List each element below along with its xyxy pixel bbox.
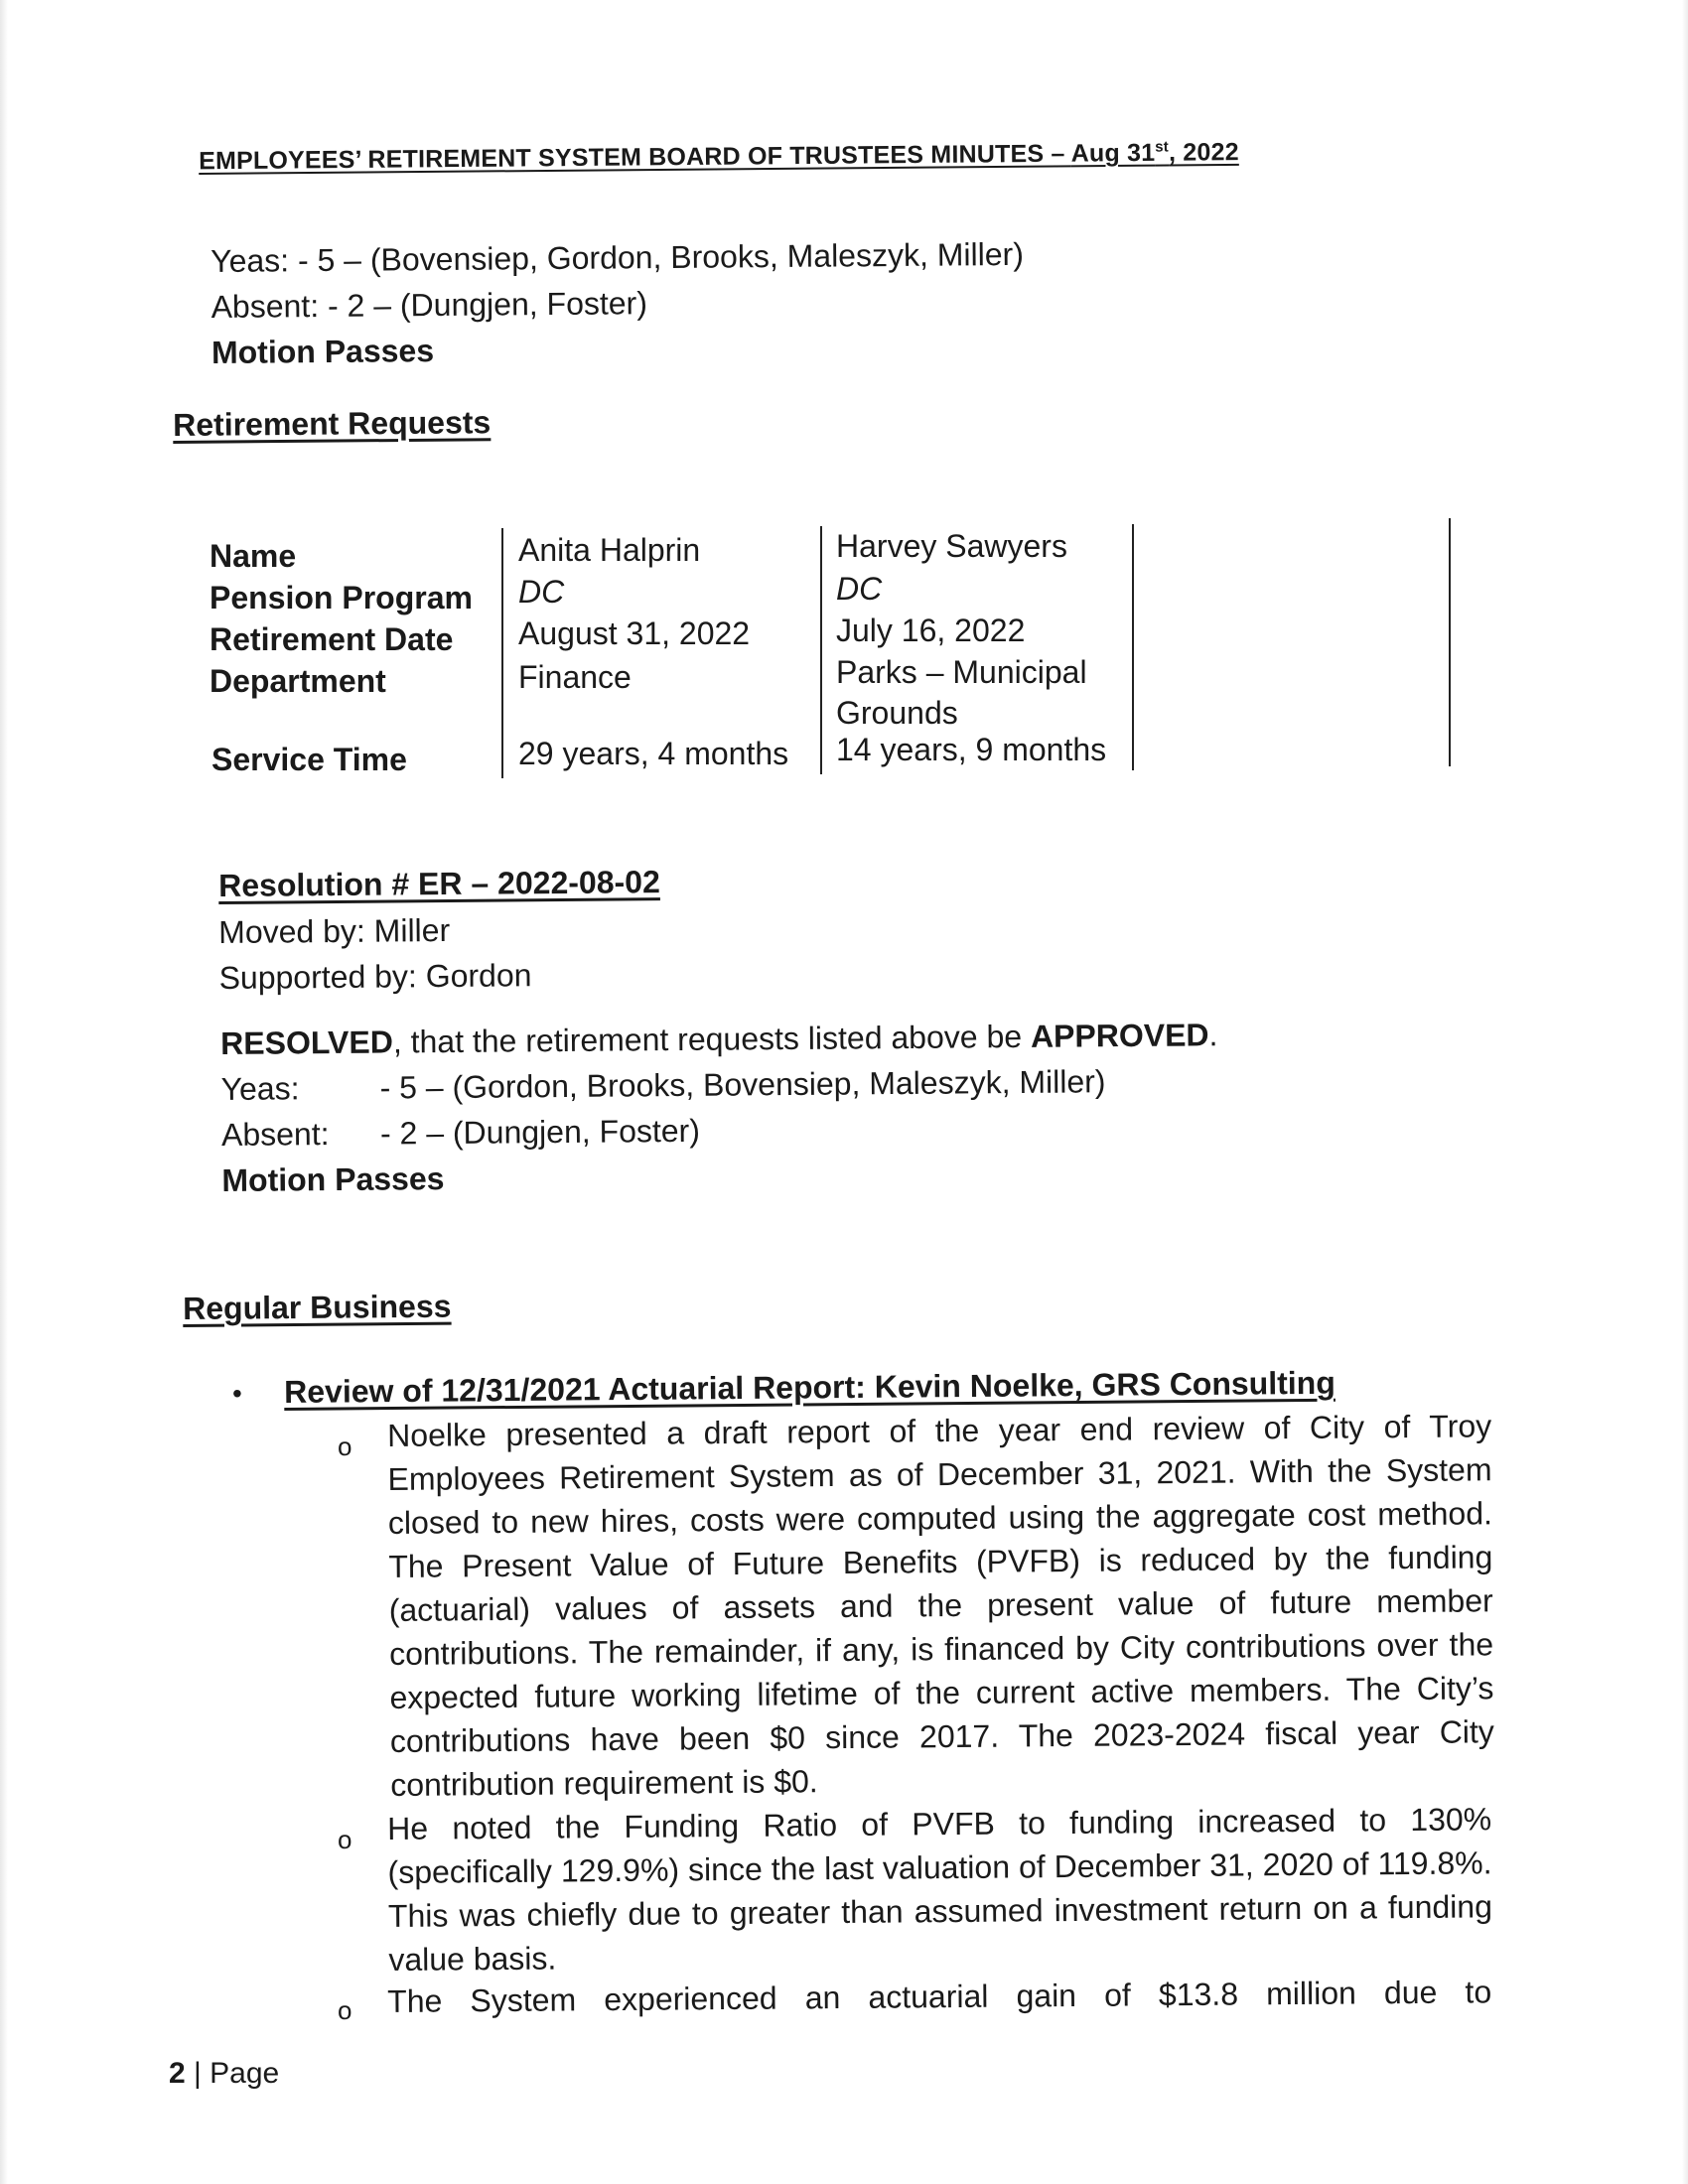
resolution-moved-by: Moved by: Miller xyxy=(218,911,451,950)
resolution-yeas-value: - 5 – (Gordon, Brooks, Bovensiep, Maleszyk, Miller) xyxy=(379,1063,1106,1106)
vote1-yeas: Yeas: - 5 – (Bovensiep, Gordon, Brooks, Maleszyk, Miller) xyxy=(211,235,1025,279)
retiree-1-department: Finance xyxy=(518,659,632,695)
resolution-result: Motion Passes xyxy=(221,1160,445,1198)
actuarial-point-3: The System experienced an actuarial gain of $13.8 million due to xyxy=(387,1974,1492,2019)
page-label: Page xyxy=(210,2057,280,2090)
sub-marker-2: o xyxy=(338,1825,352,1854)
retiree-2-department-line2: Grounds xyxy=(836,695,958,731)
retiree-1-name: Anita Halprin xyxy=(518,532,701,568)
label-pension-program: Pension Program xyxy=(210,580,473,615)
label-department: Department xyxy=(210,663,386,699)
label-retirement-date: Retirement Date xyxy=(210,621,454,657)
page-separator: | xyxy=(185,2057,211,2090)
table-rule-2 xyxy=(820,526,822,774)
resolution-absent-value: - 2 – (Dungjen, Foster) xyxy=(379,1112,701,1152)
sub-marker-1: o xyxy=(338,1432,352,1461)
resolution-yeas xyxy=(220,1057,1218,1112)
header-date-prefix: Aug 31 xyxy=(1070,138,1156,168)
approved-word: APPROVED xyxy=(1030,1017,1209,1054)
resolved-word: RESOLVED xyxy=(220,1024,394,1061)
retiree-1-retirement-date: August 31, 2022 xyxy=(518,615,751,651)
retiree-2-retirement-date: July 16, 2022 xyxy=(836,613,1026,648)
resolved-period: . xyxy=(1208,1017,1218,1053)
header-date-sup: st xyxy=(1155,138,1170,156)
actuarial-report-title: Review of 12/31/2021 Actuarial Report: Kevin Noelke, GRS Consulting xyxy=(284,1364,1336,1410)
sub-marker-3: o xyxy=(338,1995,352,2025)
table-rule-4 xyxy=(1449,518,1451,766)
header-date-suffix: , 2022 xyxy=(1168,138,1239,167)
page-number: 2 xyxy=(169,2057,186,2090)
vote1-absent: Absent: - 2 – (Dungjen, Foster) xyxy=(211,285,648,325)
resolution-body xyxy=(220,1012,1219,1203)
bullet-marker: • xyxy=(232,1378,242,1409)
resolution-supported-by: Supported by: Gordon xyxy=(218,957,532,996)
resolution-absent-label: Absent: xyxy=(220,1116,330,1153)
resolved-text: , that the retirement requests listed above be xyxy=(392,1018,1032,1060)
retiree-2-service-time: 14 years, 9 months xyxy=(836,732,1107,767)
header-title: EMPLOYEES’ RETIREMENT SYSTEM BOARD OF TRUSTEES MINUTES – xyxy=(199,139,1071,176)
retiree-2-name: Harvey Sawyers xyxy=(836,528,1067,564)
retiree-1-service-time: 29 years, 4 months xyxy=(518,736,789,771)
actuarial-point-2: He noted the Funding Ratio of PVFB to funding increased to 130% (specifically 129.9%) since the last valuation of December 31, 2020 of 119.8%. This was chiefly due to greater than assumed investment return on a funding value basis. xyxy=(387,1801,1493,1978)
resolution-heading: Resolution # ER – 2022-08-02 xyxy=(218,864,660,903)
resolution-movers xyxy=(218,906,532,1001)
retirement-requests-heading: Retirement Requests xyxy=(173,404,492,443)
retiree-2-department-line1: Parks – Municipal xyxy=(836,654,1087,690)
retiree-1-pension-program: DC xyxy=(518,574,565,610)
label-name: Name xyxy=(210,538,297,574)
table-rule-1 xyxy=(501,528,503,778)
label-service-time: Service Time xyxy=(211,742,407,777)
regular-business-heading: Regular Business xyxy=(183,1288,452,1326)
page-footer xyxy=(169,2057,279,2091)
table-rule-3 xyxy=(1132,524,1134,770)
retiree-2-pension-program: DC xyxy=(836,571,883,607)
actuarial-point-1: Noelke presented a draft report of the year end review of City of Troy Employees Retirement System as of December 31, 2021. With the System closed to new hires, costs were computed using the aggregate cost method. The Present Value of Future Benefits (PVFB) is reduced by the funding (actuarial) values of assets and the present value of future member contributions. The remainder, if any, is financed by City contributions over the expected future working lifetime of the current active members. The City’s contributions have been $0 since 2017. The 2023-2024 fiscal year City contribution requirement is $0. xyxy=(387,1408,1494,1803)
resolution-yeas-label: Yeas: xyxy=(220,1070,300,1107)
retirement-requests-table xyxy=(0,0,1688,794)
vote1-result: Motion Passes xyxy=(211,333,435,370)
